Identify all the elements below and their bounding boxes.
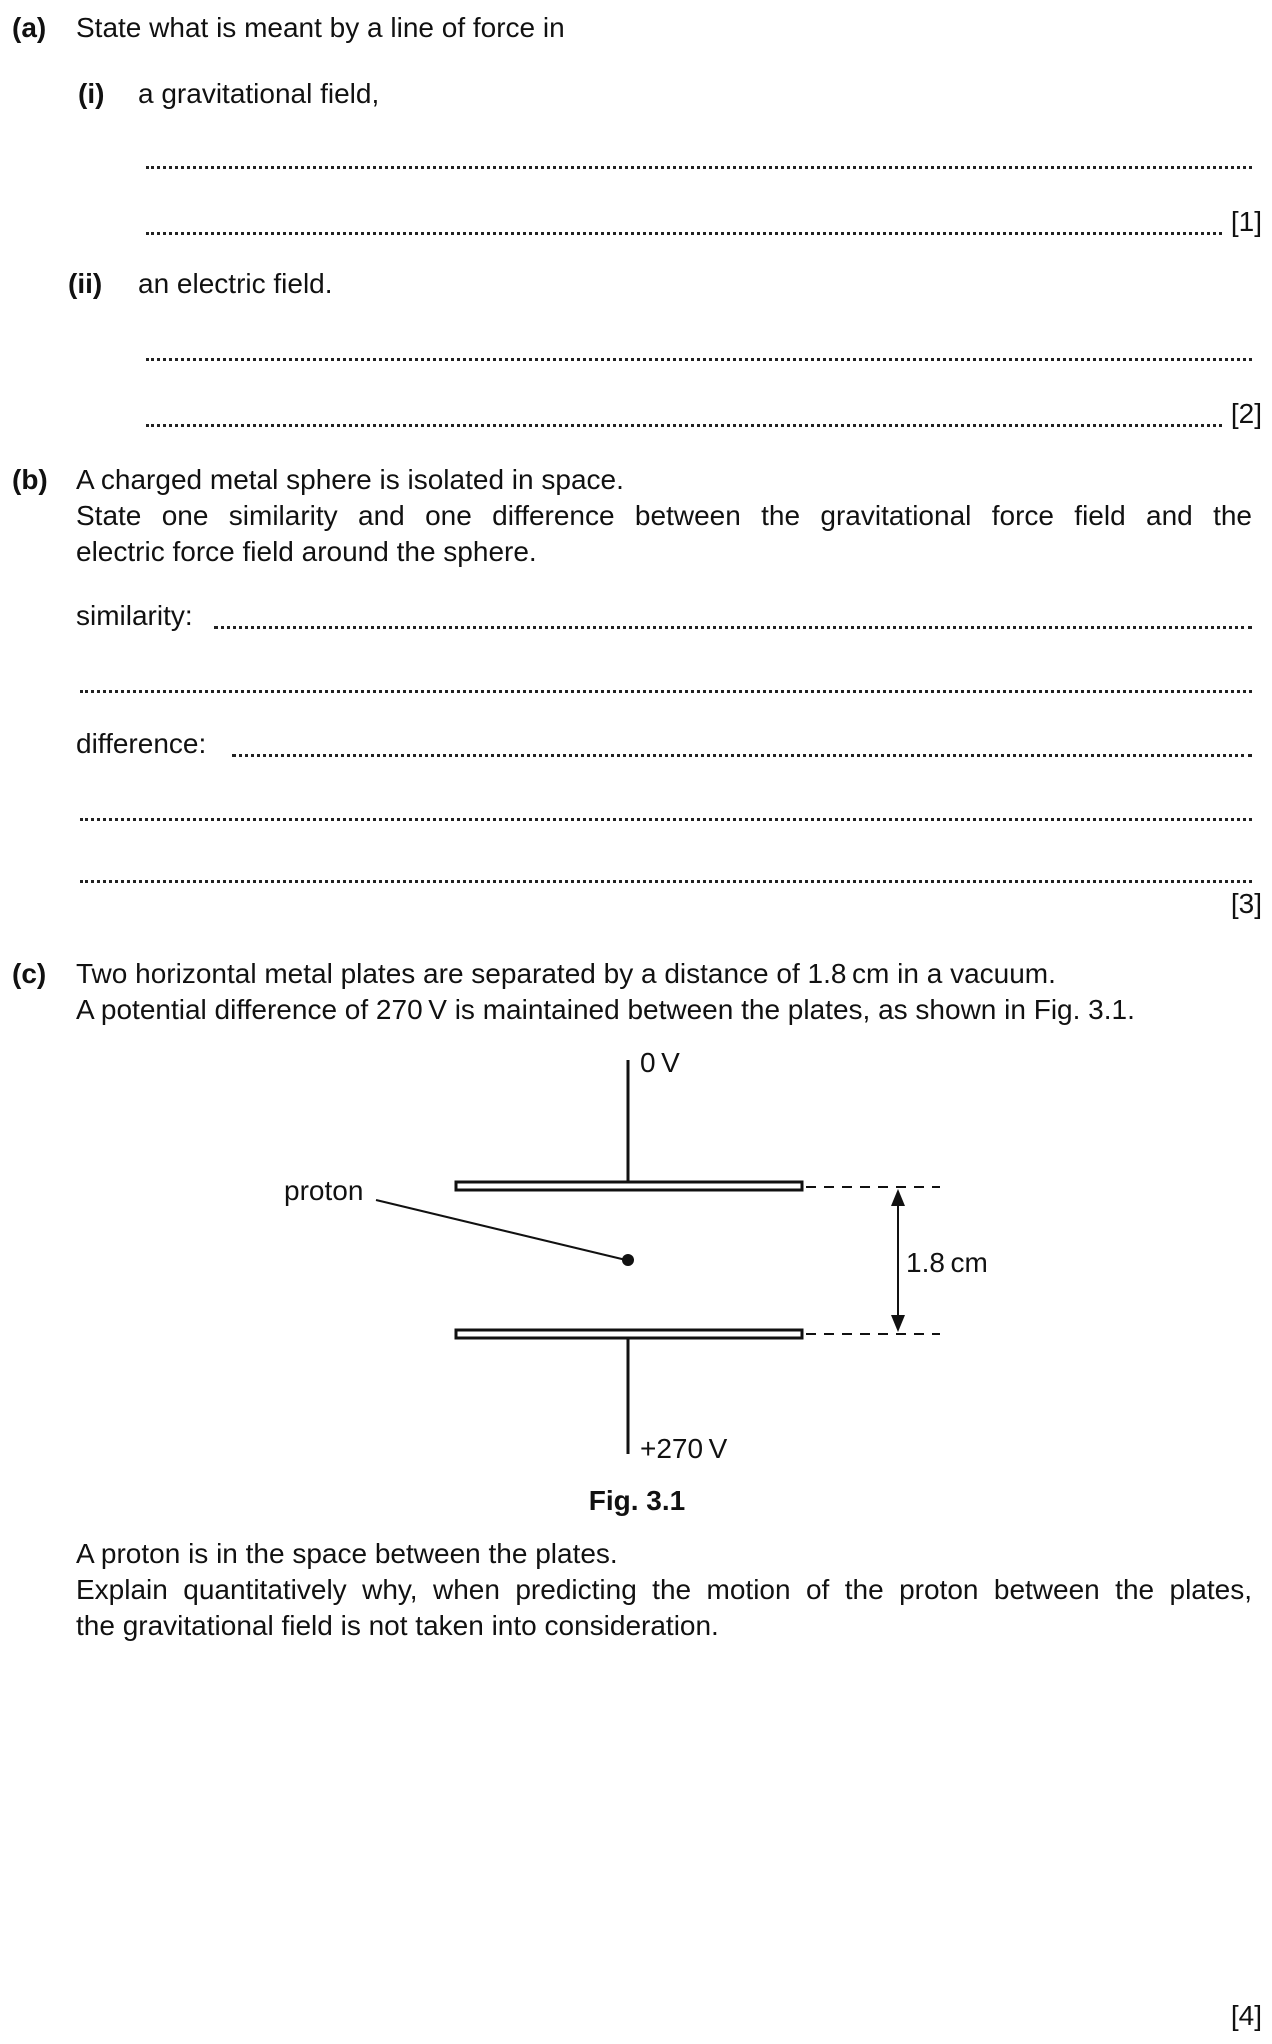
marks-b: [3]	[1230, 888, 1262, 919]
marks-c: [4]	[1230, 2000, 1262, 2031]
proton-dot	[622, 1254, 634, 1266]
part-b-line1: A charged metal sphere is isolated in space.	[76, 464, 624, 495]
part-c-line2: A potential difference of 270 V is maintained between the plates, as shown in Fig. 3.1.	[76, 994, 1135, 1025]
part-a-label: (a)	[12, 12, 47, 43]
part-a-i-label: (i)	[78, 78, 105, 109]
top-voltage-label: 0 V	[640, 1047, 680, 1078]
part-b-label: (b)	[12, 464, 48, 495]
part-c-line1: Two horizontal metal plates are separated by a distance of 1.8 cm in a vacuum.	[76, 958, 1056, 989]
marks-a-i: [1]	[1230, 206, 1262, 237]
part-a-stem: State what is meant by a line of force in	[76, 12, 565, 43]
part-c-after1: A proton is in the space between the plates.	[76, 1538, 618, 1569]
part-c-after2: Explain quantitatively why, when predicting the motion of the proton between the plates,	[76, 1574, 1252, 1605]
top-plate	[456, 1182, 802, 1190]
bottom-voltage-label: +270 V	[640, 1433, 728, 1464]
difference-label: difference:	[76, 728, 207, 759]
part-c-after3: the gravitational field is not taken into consideration.	[76, 1610, 719, 1641]
part-b-line2: State one similarity and one difference between the gravitational force field and the	[76, 500, 1252, 531]
figure-caption: Fig. 3.1	[588, 1485, 686, 1516]
part-b-line3: electric force field around the sphere.	[76, 536, 537, 567]
part-a-ii-text: an electric field.	[138, 268, 333, 299]
marks-a-ii: [2]	[1230, 398, 1262, 429]
part-a-ii-label: (ii)	[68, 268, 103, 299]
part-c-label: (c)	[12, 958, 47, 989]
proton-label: proton	[284, 1175, 364, 1206]
proton-leader-line	[376, 1200, 626, 1260]
bottom-plate	[456, 1330, 802, 1338]
dimension-arrowhead-top	[891, 1189, 905, 1206]
similarity-label: similarity:	[76, 600, 193, 631]
dimension-arrowhead-bottom	[891, 1315, 905, 1332]
separation-label: 1.8 cm	[906, 1247, 988, 1278]
part-a-i-text: a gravitational field,	[138, 78, 380, 109]
